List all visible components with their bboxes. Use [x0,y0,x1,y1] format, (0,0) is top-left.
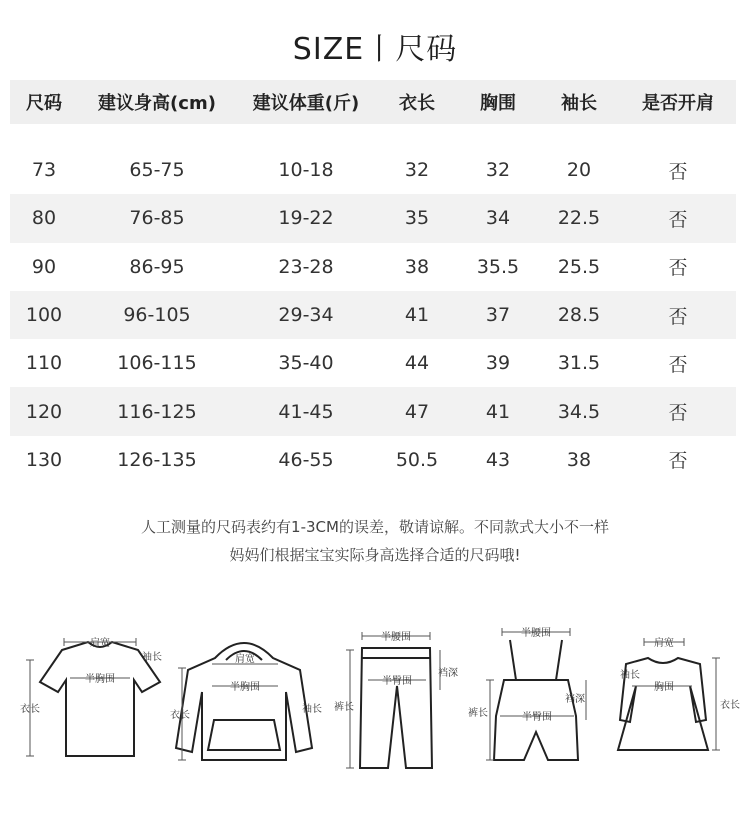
table-row [10,146,736,194]
cell-length: 41 [404,304,430,327]
cell-weight: 19-22 [278,207,334,230]
cell-sleeve: 20 [566,159,592,182]
table-row [10,339,736,387]
cell-open-shoulder: 否 [668,208,688,231]
cell-height: 126-135 [117,448,197,471]
pants-diagram [360,648,432,768]
header-height: 建议身高(cm) [98,93,216,114]
overalls-hip-label: 半臀围 [522,712,552,723]
pants-hip-label: 半臀围 [382,676,412,687]
cell-weight: 35-40 [278,352,334,375]
cell-weight: 41-45 [278,400,334,423]
cell-chest: 43 [485,448,511,471]
cell-size: 80 [31,207,57,230]
cell-sleeve: 31.5 [557,352,601,375]
cell-size: 120 [25,400,63,423]
header-length: 衣长 [399,93,435,114]
overalls-length-label: 裤长 [468,708,488,719]
size-table [10,80,736,484]
hoodie-chest-label: 半胸围 [230,682,260,693]
tshirt-shoulder-label: 肩宽 [90,638,110,649]
cell-chest: 41 [485,400,511,423]
header-size: 尺码 [26,93,62,114]
cell-size: 73 [31,159,57,182]
table-row [10,387,736,435]
cell-size: 100 [25,304,63,327]
cell-sleeve: 25.5 [557,255,601,278]
header-weight: 建议体重(斤) [252,93,360,114]
measurement-diagrams [0,620,750,780]
cell-open-shoulder: 否 [668,305,688,328]
overalls-waist-label: 半腰围 [521,628,551,639]
hoodie-sleeve-label: 袖长 [302,704,322,715]
header-open-shoulder: 是否开肩 [642,93,714,114]
table-row [10,243,736,291]
cell-height: 106-115 [117,352,197,375]
header-sleeve: 袖长 [561,93,597,114]
cell-length: 32 [404,159,430,182]
note-line-2: 妈妈们根据宝宝实际身高选择合适的尺码哦! [229,546,521,564]
cell-height: 86-95 [129,255,185,278]
cell-height: 76-85 [129,207,185,230]
dress-chest-label: 胸围 [654,682,674,693]
cell-open-shoulder: 否 [668,450,688,473]
cell-chest: 37 [485,304,511,327]
cell-chest: 35.5 [476,255,520,278]
cell-sleeve: 38 [566,448,592,471]
pants-length-label: 裤长 [334,702,354,713]
cell-open-shoulder: 否 [668,402,688,425]
cell-length: 38 [404,255,430,278]
cell-weight: 46-55 [278,448,334,471]
pants-waist-label: 半腰围 [381,632,411,643]
dress-shoulder-label: 肩宽 [654,638,674,649]
measurement-note [0,513,750,569]
hoodie-length-label: 衣长 [170,710,190,721]
cell-length: 35 [404,207,430,230]
cell-height: 96-105 [123,304,191,327]
overalls-rise-label: 裆深 [565,694,585,705]
cell-length: 47 [404,400,430,423]
cell-length: 50.5 [395,448,439,471]
table-row [10,194,736,242]
dress-sleeve-label: 袖长 [620,670,640,681]
cell-sleeve: 22.5 [557,207,601,230]
tshirt-length-label: 衣长 [20,704,40,715]
cell-size: 130 [25,448,63,471]
cell-chest: 34 [485,207,511,230]
table-header [10,80,736,124]
tshirt-chest-label: 半胸围 [85,674,115,685]
cell-weight: 10-18 [278,159,334,182]
cell-chest: 39 [485,352,511,375]
cell-open-shoulder: 否 [668,257,688,280]
cell-chest: 32 [485,159,511,182]
cell-sleeve: 28.5 [557,304,601,327]
dress-length-label: 衣长 [720,700,740,711]
hoodie-shoulder-label: 肩宽 [235,654,255,665]
cell-size: 110 [25,352,63,375]
cell-height: 116-125 [117,400,197,423]
header-chest: 胸围 [480,93,516,114]
cell-sleeve: 34.5 [557,400,601,423]
cell-length: 44 [404,352,430,375]
cell-weight: 23-28 [278,255,334,278]
cell-height: 65-75 [129,159,185,182]
note-line-1: 人工测量的尺码表约有1-3CM的误差，敬请谅解。不同款式大小不一样 [141,518,609,536]
cell-weight: 29-34 [278,304,334,327]
page-title: SIZE丨尺码 [292,32,458,67]
tshirt-sleeve-label: 袖长 [142,652,162,663]
cell-size: 90 [31,255,57,278]
table-row [10,291,736,339]
table-row [10,436,736,484]
pants-rise-label: 裆深 [438,668,458,679]
cell-open-shoulder: 否 [668,160,688,183]
cell-open-shoulder: 否 [668,353,688,376]
